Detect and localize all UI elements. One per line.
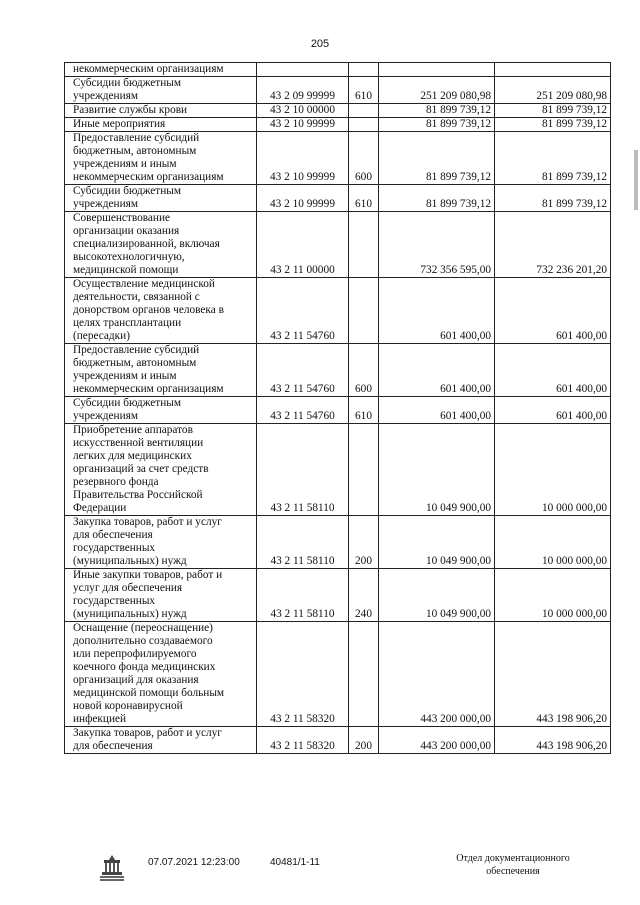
row-name-cell <box>65 185 257 212</box>
row-name-cell <box>65 77 257 104</box>
row-name-line: Предоставление субсидий <box>73 344 200 356</box>
row-name-line: новой коронавирусной <box>73 700 183 712</box>
row-name-cell <box>65 622 257 727</box>
row-name-line: деятельности, связанной с <box>73 291 200 303</box>
row-name-line: государственных <box>73 595 156 607</box>
row-name-line: организаций для оказания <box>73 674 199 686</box>
row-name-line: Субсидии бюджетным <box>73 185 181 197</box>
csr-code-cell: 43 2 09 99999 <box>257 77 349 104</box>
row-name-line: Субсидии бюджетным <box>73 397 181 409</box>
row-name-line: организации оказания <box>73 225 180 237</box>
row-name-line: для обеспечения <box>73 529 153 541</box>
page-number: 205 <box>310 38 330 50</box>
table-row <box>65 212 611 278</box>
print-timestamp: 07.07.2021 12:23:00 <box>148 857 240 868</box>
expense-type-cell: 610 <box>349 185 379 212</box>
expense-type-cell: 600 <box>349 344 379 397</box>
row-name-line: Федерации <box>73 502 127 514</box>
expense-type-cell <box>349 278 379 344</box>
amount-executed-cell: 601 400,00 <box>495 344 611 397</box>
budget-table-body <box>65 63 611 754</box>
amount-executed-cell: 10 000 000,00 <box>495 516 611 569</box>
csr-code-cell: 43 2 11 58320 <box>257 727 349 754</box>
amount-approved-cell: 81 899 739,12 <box>379 185 495 212</box>
expense-type-cell: 610 <box>349 77 379 104</box>
row-name-line: учреждениям и иным <box>73 158 177 170</box>
row-name-line: легких для медицинских <box>73 450 192 462</box>
row-name-cell <box>65 516 257 569</box>
csr-code-cell: 43 2 11 58110 <box>257 516 349 569</box>
row-name-cell <box>65 104 257 118</box>
row-name-line: Субсидии бюджетным <box>73 77 181 89</box>
row-name-cell <box>65 212 257 278</box>
amount-executed-cell: 10 000 000,00 <box>495 569 611 622</box>
amount-executed-cell: 251 209 080,98 <box>495 77 611 104</box>
row-name-line: искусственной вентиляции <box>73 437 204 449</box>
table-row <box>65 622 611 727</box>
csr-code-cell: 43 2 10 99999 <box>257 118 349 132</box>
table-row <box>65 132 611 185</box>
csr-code-cell: 43 2 10 99999 <box>257 185 349 212</box>
amount-executed-cell: 601 400,00 <box>495 397 611 424</box>
amount-approved-cell: 10 049 900,00 <box>379 516 495 569</box>
row-name-line: (муниципальных) нужд <box>73 608 187 620</box>
csr-code-cell: 43 2 10 00000 <box>257 104 349 118</box>
expense-type-cell: 200 <box>349 727 379 754</box>
row-name-line: специализированной, включая <box>73 238 220 250</box>
amount-executed-cell <box>495 63 611 77</box>
expense-type-cell: 600 <box>349 132 379 185</box>
expense-type-cell <box>349 63 379 77</box>
row-name-line: коечного фонда медицинских <box>73 661 216 673</box>
expense-type-cell <box>349 212 379 278</box>
budget-table <box>64 62 611 754</box>
amount-executed-cell: 443 198 906,20 <box>495 727 611 754</box>
row-name-line: учреждениям и иным <box>73 370 177 382</box>
csr-code-cell: 43 2 11 54760 <box>257 344 349 397</box>
amount-executed-cell: 732 236 201,20 <box>495 212 611 278</box>
row-name-line: государственных <box>73 542 156 554</box>
csr-code-cell: 43 2 11 58320 <box>257 622 349 727</box>
table-row <box>65 185 611 212</box>
row-name-line: медицинской помощи больным <box>73 687 225 699</box>
scan-edge-mark <box>634 150 638 210</box>
row-name-line: Предоставление субсидий <box>73 132 200 144</box>
amount-executed-cell: 81 899 739,12 <box>495 118 611 132</box>
amount-approved-cell: 81 899 739,12 <box>379 118 495 132</box>
department-stamp <box>418 852 608 878</box>
row-name-line: бюджетным, автономным <box>73 145 197 157</box>
expense-type-cell: 610 <box>349 397 379 424</box>
row-name-line: (муниципальных) нужд <box>73 555 187 567</box>
row-name-cell <box>65 132 257 185</box>
parliament-building-icon <box>96 852 128 884</box>
row-name-line: Совершенствование <box>73 212 171 224</box>
row-name-line: Иные мероприятия <box>73 118 166 130</box>
row-name-line: некоммерческим организациям <box>73 171 224 183</box>
row-name-cell <box>65 344 257 397</box>
expense-type-cell <box>349 118 379 132</box>
row-name-line: Закупка товаров, работ и услуг <box>73 727 222 739</box>
document-number: 40481/1-11 <box>270 857 320 868</box>
row-name-line: Оснащение (переоснащение) <box>73 622 213 634</box>
amount-approved-cell: 81 899 739,12 <box>379 104 495 118</box>
amount-approved-cell: 601 400,00 <box>379 397 495 424</box>
csr-code-cell: 43 2 11 58110 <box>257 424 349 516</box>
row-name-line: учреждениям <box>73 198 138 210</box>
row-name-cell <box>65 118 257 132</box>
csr-code-cell: 43 2 11 58110 <box>257 569 349 622</box>
row-name-line: Правительства Российской <box>73 489 203 501</box>
table-row <box>65 63 611 77</box>
stamp-line-1: Отдел документационного <box>456 853 570 864</box>
table-row <box>65 278 611 344</box>
amount-approved-cell: 601 400,00 <box>379 344 495 397</box>
row-name-line: резервного фонда <box>73 476 159 488</box>
row-name-line: учреждениям <box>73 90 138 102</box>
amount-executed-cell: 81 899 739,12 <box>495 185 611 212</box>
csr-code-cell: 43 2 11 54760 <box>257 397 349 424</box>
expense-type-cell <box>349 424 379 516</box>
amount-executed-cell: 443 198 906,20 <box>495 622 611 727</box>
row-name-line: целях трансплантации <box>73 317 182 329</box>
row-name-line: медицинской помощи <box>73 264 179 276</box>
expense-type-cell: 240 <box>349 569 379 622</box>
table-row <box>65 344 611 397</box>
amount-executed-cell: 601 400,00 <box>495 278 611 344</box>
row-name-line: учреждениям <box>73 410 138 422</box>
amount-approved-cell: 601 400,00 <box>379 278 495 344</box>
row-name-cell <box>65 569 257 622</box>
row-name-line: бюджетным, автономным <box>73 357 197 369</box>
row-name-line: для обеспечения <box>73 740 153 752</box>
row-name-cell <box>65 63 257 77</box>
table-row <box>65 397 611 424</box>
row-name-cell <box>65 424 257 516</box>
table-row <box>65 104 611 118</box>
row-name-line: дополнительно создаваемого <box>73 635 213 647</box>
amount-executed-cell: 10 000 000,00 <box>495 424 611 516</box>
row-name-line: Осуществление медицинской <box>73 278 215 290</box>
table-row <box>65 118 611 132</box>
amount-approved-cell: 251 209 080,98 <box>379 77 495 104</box>
table-row <box>65 727 611 754</box>
row-name-line: некоммерческим организациям <box>73 383 224 395</box>
table-row <box>65 569 611 622</box>
amount-approved-cell <box>379 63 495 77</box>
table-row <box>65 516 611 569</box>
row-name-line: Закупка товаров, работ и услуг <box>73 516 222 528</box>
row-name-cell <box>65 278 257 344</box>
csr-code-cell: 43 2 11 54760 <box>257 278 349 344</box>
amount-approved-cell: 443 200 000,00 <box>379 727 495 754</box>
row-name-line: услуг для обеспечения <box>73 582 183 594</box>
amount-executed-cell: 81 899 739,12 <box>495 132 611 185</box>
row-name-line: некоммерческим организациям <box>73 63 224 75</box>
row-name-line: организаций за счет средств <box>73 463 209 475</box>
row-name-line: или перепрофилируемого <box>73 648 197 660</box>
amount-approved-cell: 81 899 739,12 <box>379 132 495 185</box>
row-name-line: Приобретение аппаратов <box>73 424 193 436</box>
csr-code-cell: 43 2 10 99999 <box>257 132 349 185</box>
page-footer <box>0 848 640 898</box>
amount-executed-cell: 81 899 739,12 <box>495 104 611 118</box>
amount-approved-cell: 732 356 595,00 <box>379 212 495 278</box>
row-name-cell <box>65 397 257 424</box>
row-name-line: высокотехнологичную, <box>73 251 185 263</box>
amount-approved-cell: 10 049 900,00 <box>379 424 495 516</box>
row-name-line: (пересадки) <box>73 330 130 342</box>
row-name-cell <box>65 727 257 754</box>
table-row <box>65 77 611 104</box>
expense-type-cell <box>349 622 379 727</box>
csr-code-cell: 43 2 11 00000 <box>257 212 349 278</box>
amount-approved-cell: 10 049 900,00 <box>379 569 495 622</box>
expense-type-cell <box>349 104 379 118</box>
row-name-line: Иные закупки товаров, работ и <box>73 569 223 581</box>
amount-approved-cell: 443 200 000,00 <box>379 622 495 727</box>
csr-code-cell <box>257 63 349 77</box>
row-name-line: донорством органов человека в <box>73 304 224 316</box>
row-name-line: Развитие службы крови <box>73 104 188 116</box>
row-name-line: инфекцией <box>73 713 127 725</box>
expense-type-cell: 200 <box>349 516 379 569</box>
table-row <box>65 424 611 516</box>
stamp-line-2: обеспечения <box>486 866 540 877</box>
